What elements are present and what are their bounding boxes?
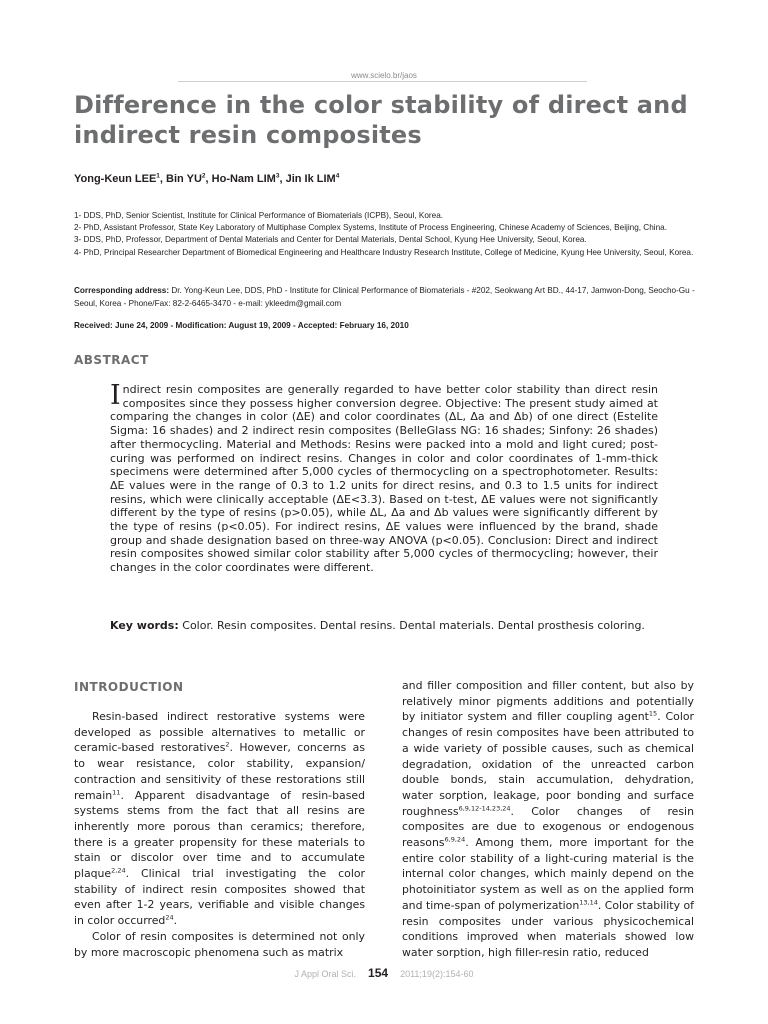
corresponding-address [74, 285, 699, 310]
intro-text: . Color changes of resin composites are due to exogenous or endogenous reasons [402, 804, 694, 850]
intro-text: . Apparent disadvantage of resin-based systems stems from the fact that all resins are inherently more porous than ceramics; therefore, there is a greater propensity for these materials to stain or discolor over time and to accumulate plaque [74, 788, 365, 881]
affiliation-4: 4- PhD, Principal Researcher Department of Biomedical Engineering and Healthcare Industry Research Institute, College of Medicine, Kyung Hee University, Seoul, Korea. [74, 248, 694, 257]
intro-text: . Among them, more important for the entire color stability of a light-curing material is the internal color changes, which mainly depend on the photoinitiator system as well as on the applied form and time-span of polymerization [402, 836, 694, 912]
intro-text: . Color stability of resin composites under various physicochemical conditions improved when materials showed low water sorption, high filler-resin ratio, reduced [402, 898, 694, 959]
author-name: Ho-Nam LIM [211, 173, 276, 185]
author-name: Bin YU [166, 173, 202, 185]
keywords-text: Color. Resin composites. Dental resins. Dental materials. Dental prosthesis coloring. [178, 619, 645, 632]
intro-text: . [173, 914, 178, 928]
footer-journal: J Appl Oral Sci. [294, 969, 357, 979]
intro-text: . However, concerns as to wear resistance, color stability, expansion/ contraction and sensitivity of these restorations still remain [74, 741, 365, 802]
introduction-column-1 [74, 709, 365, 960]
affiliation-3: 3- DDS, PhD, Professor, Department of Dental Materials and Center for Dental Materials, Dental School, Kyung Hee University, Seoul, Korea. [74, 235, 587, 244]
citation-ref: 24 [165, 913, 174, 922]
citation-ref: 6,9,12-14,23,24 [458, 804, 511, 812]
author-sup: 4 [335, 172, 340, 180]
received-dates: Received: June 24, 2009 - Modification: August 19, 2009 - Accepted: February 16, 2010 [74, 321, 409, 330]
footer-citation: 2011;19(2):154-60 [400, 969, 474, 979]
intro-text: . Color changes of resin composites have been attributed to a wide variety of possible causes, such as chemical degradation, oxidation of the unreacted carbon double bonds, stain accumulation, dehydration, water sorption, leakage, poor bonding and surface roughness [402, 710, 694, 818]
intro-paragraph-2: Color of resin composites is determined not only by more macroscopic phenomena such as matrix [74, 929, 365, 959]
citation-ref: 6,9,24 [444, 835, 466, 844]
intro-paragraph-3 [402, 678, 694, 961]
affiliation-1: 1- DDS, PhD, Senior Scientist, Institute for Clinical Performance of Biomaterials (ICPB), Seoul, Korea. [74, 211, 444, 220]
author-name: Yong-Keun LEE [74, 173, 157, 185]
author-name: Jin Ik LIM [285, 173, 336, 185]
author-sup: 3 [275, 172, 280, 180]
citation-ref: 15 [648, 709, 658, 718]
abstract-heading: ABSTRACT [74, 353, 149, 367]
intro-text: Resin-based indirect restorative systems were developed as possible alternatives to metallic or ceramic-based restoratives [74, 710, 365, 755]
intro-text: and filler composition and filler content, but also by relatively minor pigments additions and potentially by initiator system and filler coupling agent [402, 679, 694, 724]
introduction-heading: INTRODUCTION [74, 680, 184, 694]
citation-ref: 2 [225, 740, 230, 749]
citation-ref: 2,24 [111, 866, 126, 875]
abstract-text: ndirect resin composites are generally regarded to have better color stability than direct resin composites since they possess higher conversion degree. Objective: The present study aimed at comparing the changes in color (ΔE) and color coordinates (ΔL, Δa and Δb) of one direct (Estelite Sigma: 16 shades) and 2 indirect resin composites (BelleGlass NG: 16 shades; Sinfony: 26 shades) after thermocycling. Material and Methods: Resins were packed into a mold and light cured; post-curing was performed on indirect resins. Changes in color and color coordinates of 1-mm-thick specimens were determined after 5,000 cycles of thermocycling on a spectrophotometer. Results: ΔE values were in the range of 0.3 to 1.2 units for direct resins, and 0.3 to 1.5 units for indirect resins, which were clinically acceptable (ΔE<3.3). Based on t-test, ΔE values were not significantly different by the type of resins (p>0.05), while ΔL, Δa and Δb values were significantly different by the type of resins (p<0.05). For indirect resins, ΔE values were influenced by the brand, shade group and shade designation based on three-way ANOVA (p<0.05). Conclusion: Direct and indirect resin composites showed similar color stability after 5,000 cycles of thermocycling; however, their changes in the color coordinates were different. [110, 383, 658, 575]
citation-ref: 13,14 [579, 898, 598, 907]
paper-title: Difference in the color stability of direct and indirect resin composites [74, 91, 688, 149]
corresponding-label: Corresponding address: [74, 286, 170, 295]
author-sup: 2 [201, 172, 206, 180]
author-list: Yong-Keun LEE$^1$, Bin $YU^2$, Ho-Nam LIM$^3$, Jin Ik LIM$^4$ [74, 172, 340, 185]
journal-url: www.scielo.br/jaos [351, 71, 417, 80]
affiliation-2: 2- PhD, Assistant Professor, State Key Laboratory of Multiphase Complex Systems, Institute of Process Engineering, Chinese Academy of Sciences, Beijing, China. [74, 223, 667, 232]
page-footer [0, 966, 768, 980]
introduction-column-2 [402, 678, 694, 961]
keywords [110, 619, 658, 633]
corresponding-text: Dr. Yong-Keun Lee, DDS, PhD - Institute for Clinical Performance of Biomaterials - #202, Seokwang Art BD., 44-17, Jamwon-Dong, Seocho-Gu - Seoul, Korea - Phone/Fax: 82-2-6465-3470 - e-mail: ykleedm@gmail.com [74, 286, 695, 308]
abstract-body [110, 380, 658, 575]
intro-text: . Clinical trial investigating the color stability of indirect resin composites showed that even after 1-2 years, verifiable and visible changes in color occurred [74, 867, 365, 928]
abstract-dropcap: I [110, 380, 121, 411]
author-sup: 1 [156, 172, 160, 180]
header-divider [178, 81, 587, 82]
citation-ref: 11 [112, 787, 121, 796]
keywords-label: Key words: [110, 619, 179, 632]
intro-paragraph-1 [74, 709, 365, 929]
page-number: 154 [368, 966, 389, 980]
